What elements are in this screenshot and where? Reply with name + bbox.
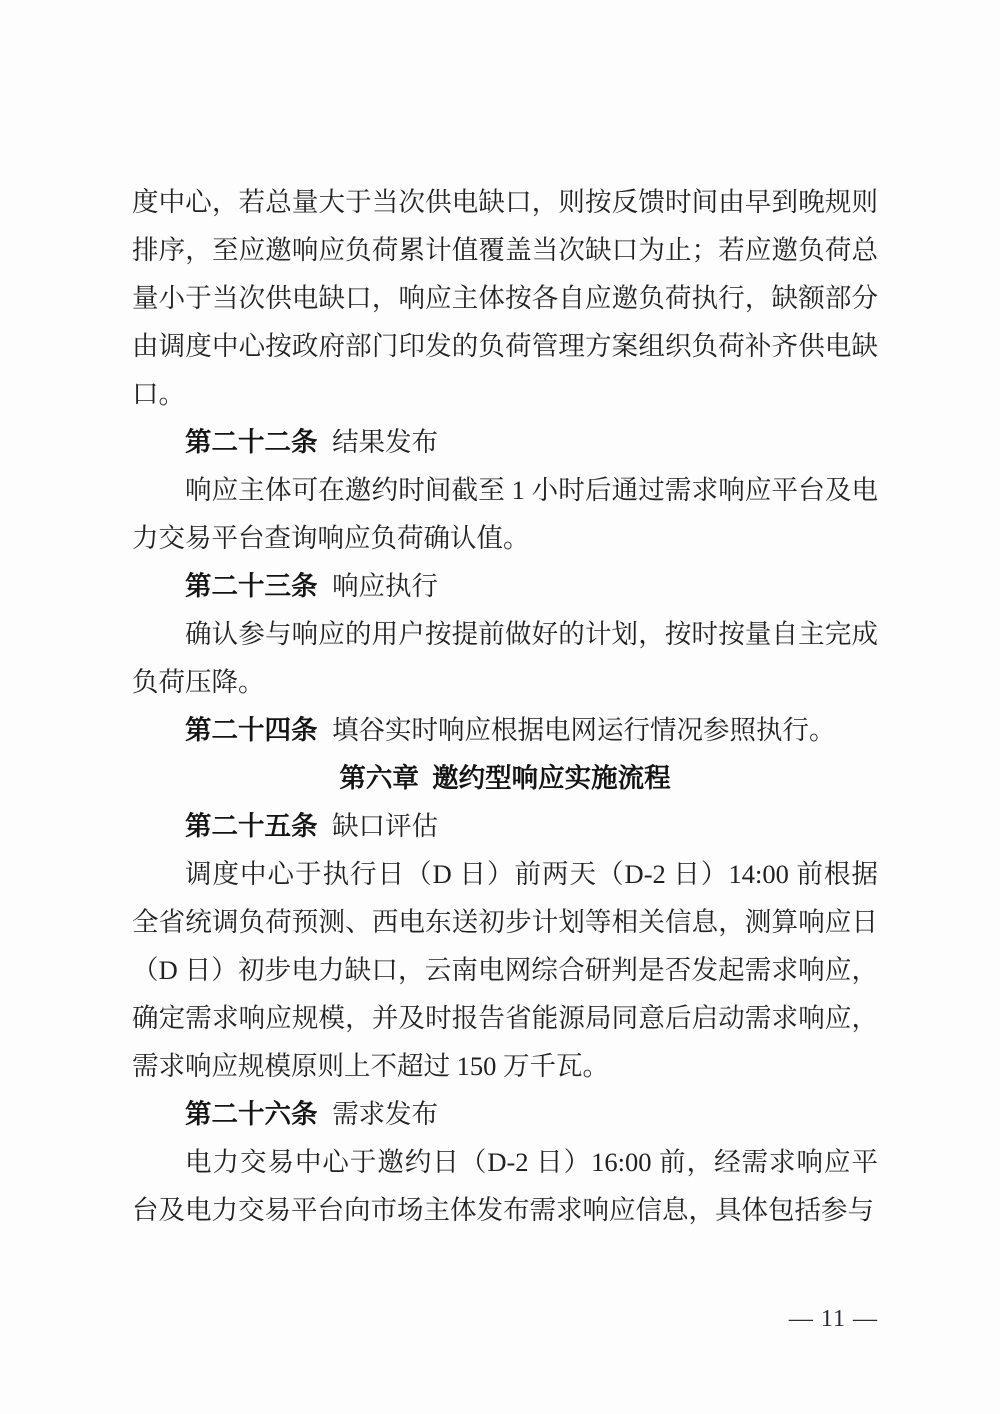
- article-25-paragraph: 调度中心于执行日（D 日）前两天（D-2 日）14:00 前根据全省统调负荷预测、西电东送初步计划等相关信息，测算响应日（D 日）初步电力缺口，云南电网综合研判是否发起需求响应，确定需求响应规模，并及时报告省能源局同意后启动需求响应，需求响应规模原则上不超过 150 万千瓦。: [132, 859, 878, 1081]
- article-22-paragraph: 响应主体可在邀约时间截至 1 小时后通过需求响应平台及电力交易平台查询响应负荷确认值。: [132, 475, 878, 553]
- article-23-paragraph: 确认参与响应的用户按提前做好的计划，按时按量自主完成负荷压降。: [132, 619, 878, 697]
- article-25-title: 缺口评估: [332, 811, 439, 841]
- chapter-6-title: 邀约型响应实施流程: [432, 763, 671, 793]
- article-22-title: 结果发布: [332, 427, 439, 457]
- article-24-title: 填谷实时响应根据电网运行情况参照执行。: [332, 715, 836, 745]
- article-24-heading: [132, 706, 878, 754]
- article-22-heading: [132, 418, 878, 466]
- article-26-number: 第二十六条: [185, 1099, 318, 1129]
- article-26-title: 需求发布: [332, 1099, 439, 1129]
- chapter-6-heading: [132, 754, 878, 802]
- article-23-number: 第二十三条: [185, 571, 318, 601]
- article-23-heading: [132, 562, 878, 610]
- chapter-6-number: 第六章: [339, 763, 419, 793]
- paragraph-continuation: 度中心，若总量大于当次供电缺口，则按反馈时间由早到晚规则排序，至应邀响应负荷累计值覆盖当次缺口为止；若应邀负荷总量小于当次供电缺口，响应主体按各自应邀负荷执行，缺额部分由调度中心按政府部门印发的负荷管理方案组织负荷补齐供电缺口。: [132, 187, 878, 409]
- article-26-paragraph: 电力交易中心于邀约日（D-2 日）16:00 前，经需求响应平台及电力交易平台向市场主体发布需求响应信息，具体包括参与: [132, 1147, 878, 1225]
- document-body: [132, 178, 878, 1234]
- article-23-title: 响应执行: [332, 571, 439, 601]
- article-22-number: 第二十二条: [185, 427, 318, 457]
- article-25-number: 第二十五条: [185, 811, 318, 841]
- article-24-number: 第二十四条: [185, 715, 318, 745]
- article-25-heading: [132, 802, 878, 850]
- article-26-heading: [132, 1090, 878, 1138]
- page-number: — 11 —: [788, 1306, 878, 1332]
